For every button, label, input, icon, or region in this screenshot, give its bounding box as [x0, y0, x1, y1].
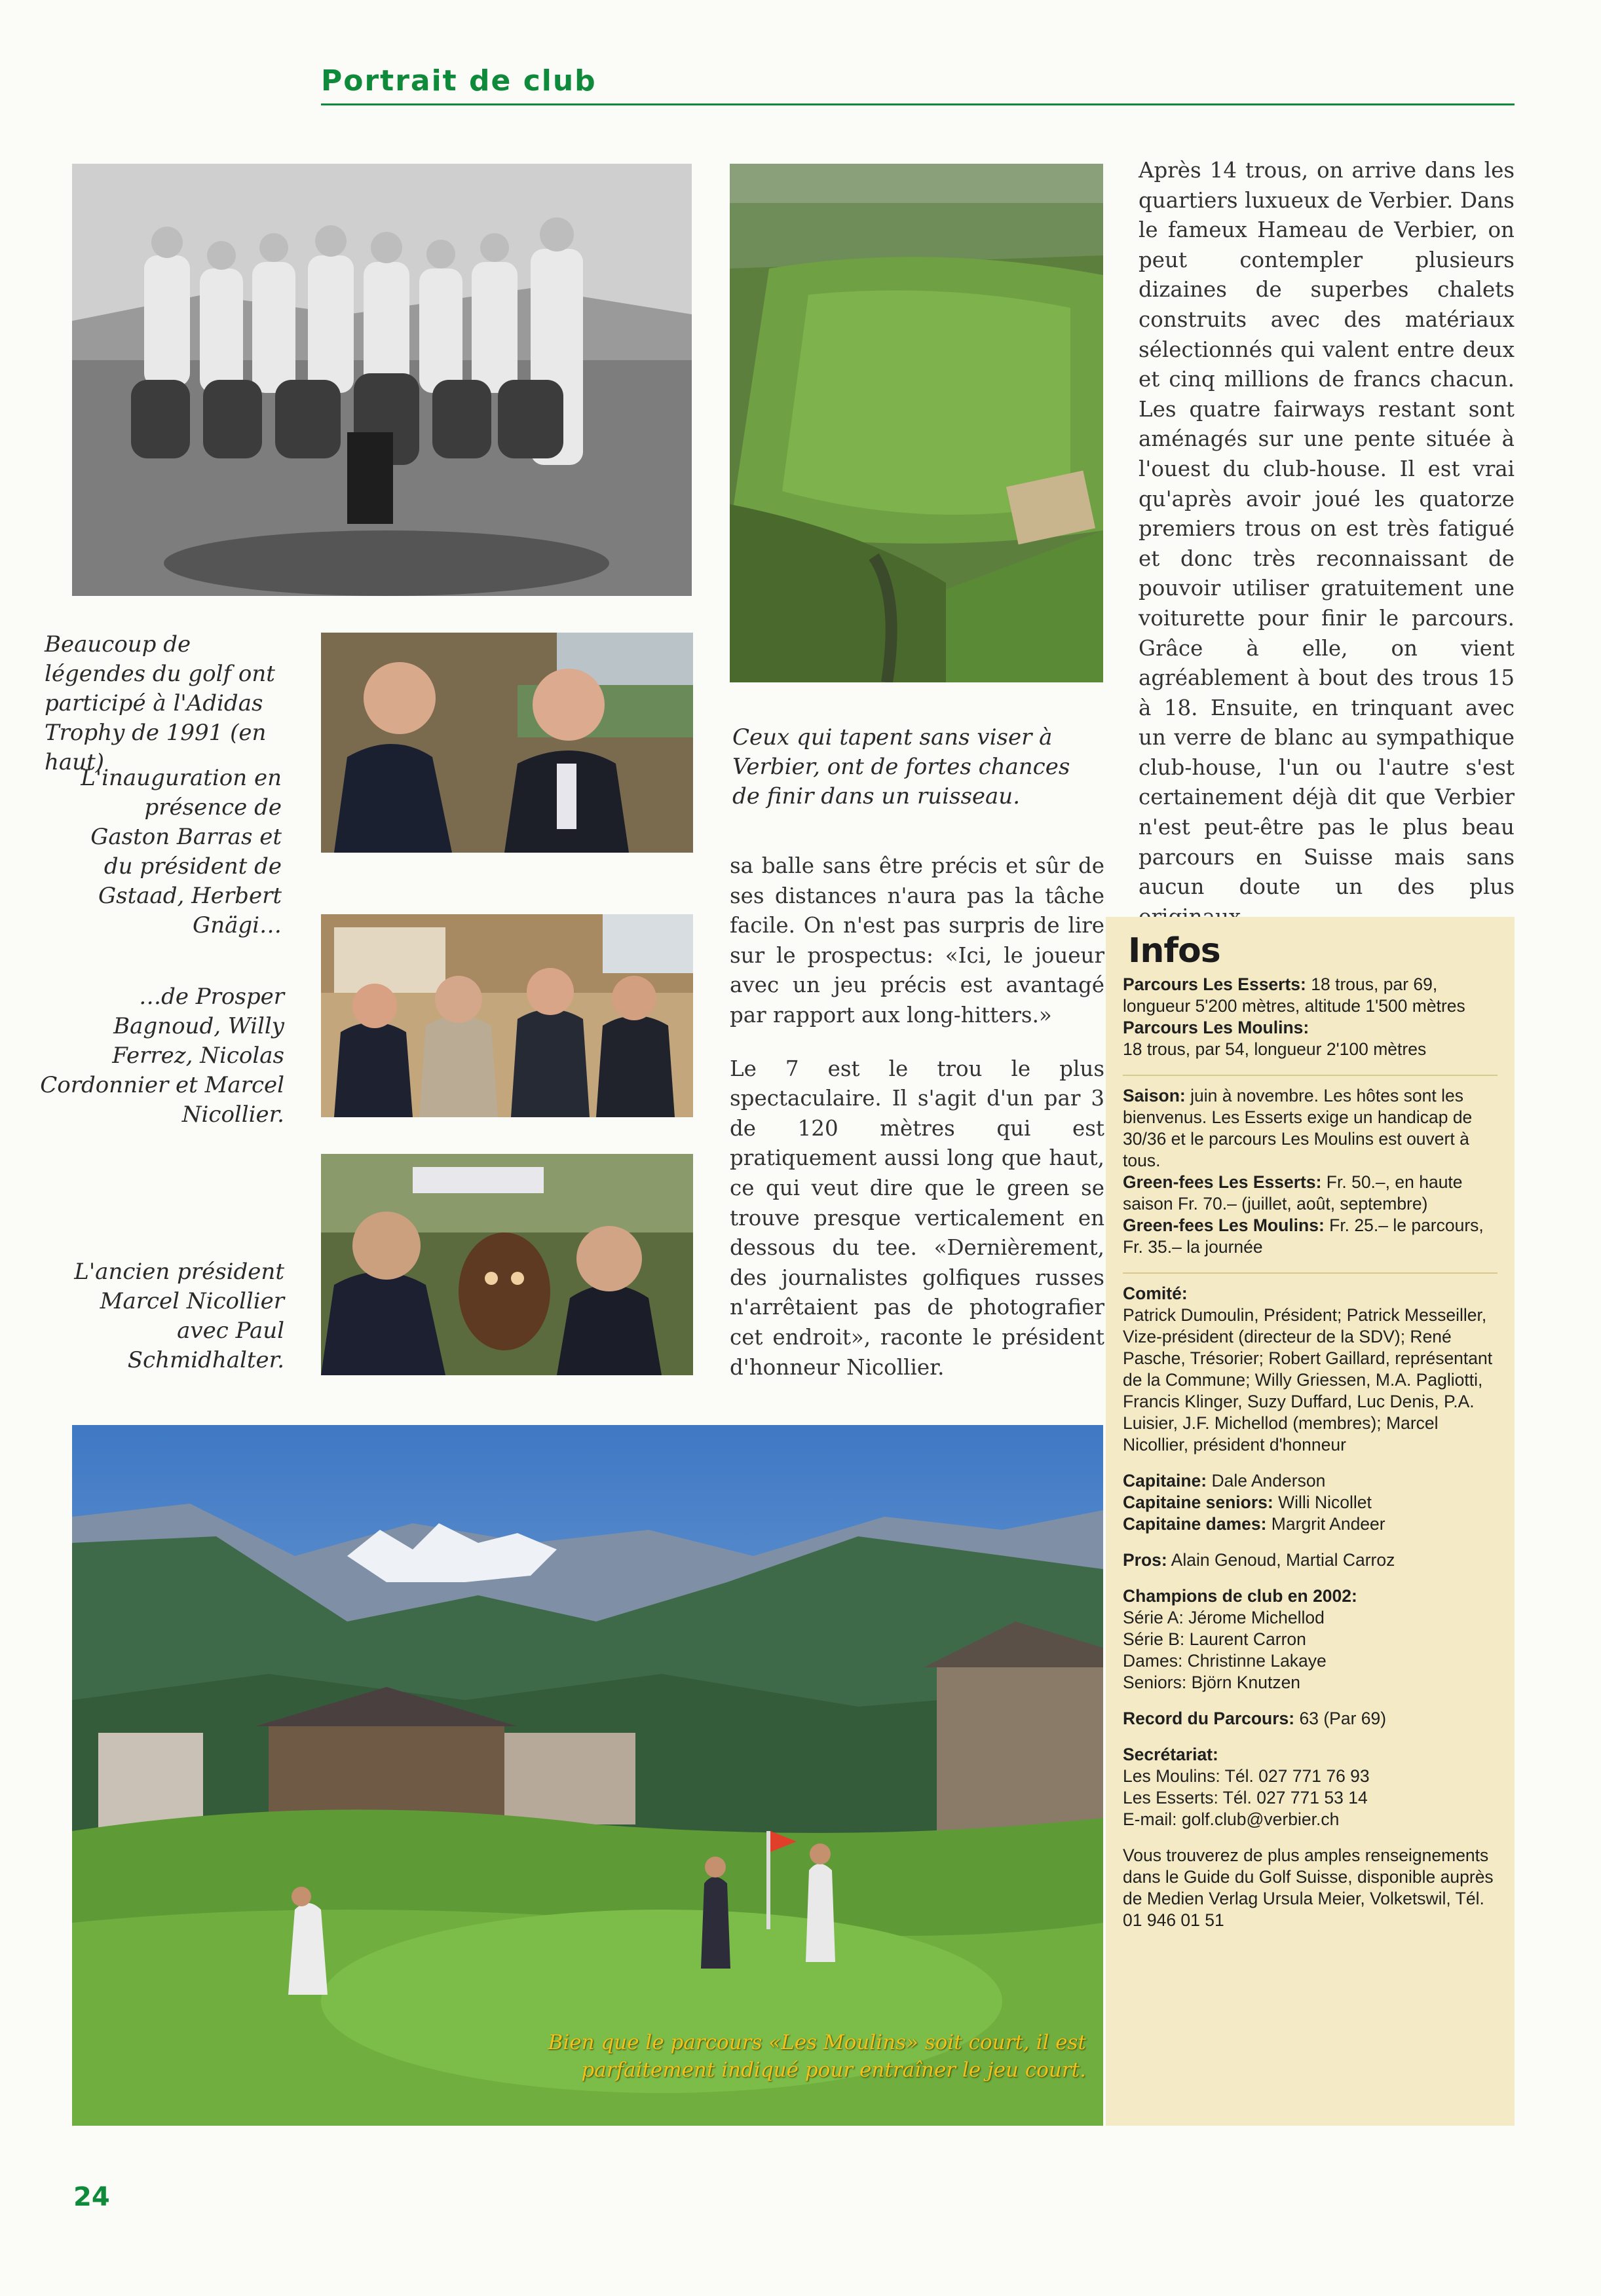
infos-divider: [1123, 1075, 1497, 1076]
infos-record: [1123, 1708, 1497, 1730]
header-rule: [321, 103, 1515, 105]
caption-inauguration-text: L'inauguration en présence de Gaston Barras et du président de Gstaad, Herbert Gnägi…: [81, 765, 282, 938]
infos-label: Parcours Les Moulins:: [1123, 1018, 1309, 1037]
article-paragraph: Après 14 trous, on arrive dans les quartiers luxueux de Verbier. Dans le fameux Hameau de Verbier, on peut contempler plusieurs dizaines de superbes chalets construits avec des matériaux sélectionnés qui valent entre deux et cinq millions de francs chacun. Les quatre fairways restant sont aménagés sur une pente située à l'ouest du club-house. Il est vrai qu'après avoir joué les quatorze premiers trous on est très fatigué et donc très reconnaissant de pouvoir utiliser gratuitement une voiturette pour finir le parcours. Grâce à elle, on vient agréablement à bout des trous 15 à 18. Ensuite, en trinquant avec un verre de blanc au sympathique club-house, l'un ou l'autre s'est certainement déjà dit que Verbier n'est peut-être pas le plus beau parcours en Suisse mais sans aucun doute un des plus: [1139, 158, 1515, 900]
caption-adidas-trophy: [45, 630, 293, 777]
infos-champions: [1123, 1585, 1497, 1694]
landscape-photo: [72, 1425, 1103, 2126]
caption-ancien-president: [72, 1257, 284, 1375]
caption-adidas-text: Beaucoup de légendes du golf ont participé à l'Adidas Trophy de 1991 (en haut): [45, 631, 275, 775]
infos-more: [1123, 1845, 1497, 1931]
caption-ruisseau: [732, 723, 1080, 811]
infos-label: Champions de club en 2002:: [1123, 1586, 1357, 1606]
infos-text: 18 trous, par 54, longueur 2'100 mètres: [1123, 1039, 1427, 1059]
infos-text: Dale Anderson: [1207, 1471, 1326, 1491]
infos-line: Seniors: Björn Knutzen: [1123, 1673, 1301, 1692]
infos-line: Les Esserts: Tél. 027 771 53 14: [1123, 1788, 1368, 1807]
infos-label: Comité:: [1123, 1284, 1188, 1303]
page-number: 24: [73, 2182, 110, 2212]
caption-prosper: [33, 982, 284, 1130]
infos-label: Pros:: [1123, 1550, 1167, 1570]
infos-line: Série A: Jérome Michellod: [1123, 1608, 1325, 1627]
infos-text: juin à novembre. Les hôtes sont les bienvenus. Les Esserts exige un handicap de 30/36 et le parcours Les Moulins est ouvert à tous.: [1123, 1086, 1473, 1170]
infos-label: Saison:: [1123, 1086, 1186, 1105]
infos-text: 18 trous, par 69, longueur 5'200 mètres, altitude 1'500 mètres: [1123, 974, 1465, 1016]
infos-text: 63 (Par 69): [1294, 1709, 1387, 1728]
infos-email[interactable]: E-mail: golf.club@verbier.ch: [1123, 1809, 1340, 1829]
infos-label: Parcours Les Esserts:: [1123, 974, 1306, 994]
caption-ancien-text: L'ancien président Marcel Nicollier avec Paul Schmidhalter.: [74, 1259, 284, 1373]
infos-line: Dames: Christinne Lakaye: [1123, 1651, 1327, 1671]
infos-box: [1106, 917, 1515, 2126]
infos-pros: [1123, 1549, 1497, 1571]
infos-label: Green-fees Les Moulins:: [1123, 1215, 1325, 1235]
infos-line: Série B: Laurent Carron: [1123, 1629, 1306, 1649]
infos-label: Record du Parcours:: [1123, 1709, 1295, 1728]
caption-ruisseau-text: Ceux qui tapent sans viser à Verbier, ont de fortes chances de finir dans un ruisseau.: [732, 724, 1070, 809]
infos-label: Capitaine seniors:: [1123, 1492, 1273, 1512]
infos-text: Fr. 50.–, en haute saison Fr. 70.– (juillet, août, septembre): [1123, 1172, 1463, 1213]
infos-label: Green-fees Les Esserts:: [1123, 1172, 1322, 1192]
caption-prosper-text: …de Prosper Bagnoud, Willy Ferrez, Nicolas Cordonnier et Marcel Nicollier.: [40, 984, 284, 1128]
infos-text: Alain Genoud, Martial Carroz: [1167, 1550, 1395, 1570]
fairway-photo: [730, 164, 1103, 682]
caption-les-moulins: Bien que le parcours «Les Moulins» soit court, il est parfaitement indiqué pour entraîner le jeu court.: [548, 2031, 1086, 2082]
section-title: Portrait de club: [321, 64, 597, 98]
infos-text: Vous trouverez de plus amples renseignements dans le Guide du Golf Suisse, disponible auprès de Medien Verlag Ursula Meier, Volketswil, Tél. 01 946 01 51: [1123, 1845, 1494, 1930]
infos-label: Capitaine:: [1123, 1471, 1207, 1491]
infos-text: Willi Nicollet: [1273, 1492, 1372, 1512]
article-paragraph: Le 7 est le trou le plus spectaculaire. Il s'agit d'un par 3 de 120 mètres qui est pratiquement aussi long que haut, ce qui veut dire que le green se trouve presque verticalement en dessous du tee. «Dernièrement, des journalistes golfiques russes n'arrêtaient pas de photografier cet endroit», raconte le président d'honneur Nicollier.: [730, 1056, 1104, 1380]
infos-text: Fr. 25.– le parcours, Fr. 35.– la journée: [1123, 1215, 1484, 1257]
infos-saison: [1123, 1085, 1497, 1258]
inauguration-photo: [321, 633, 693, 853]
infos-capitaines: [1123, 1470, 1497, 1535]
infos-line: Les Moulins: Tél. 027 771 76 93: [1123, 1766, 1370, 1786]
infos-secretariat: [1123, 1744, 1497, 1830]
nicollier-photo: [321, 1154, 693, 1375]
infos-text: Patrick Dumoulin, Président; Patrick Messeiller, Vize-président (directeur de la SDV); René Pasche, Trésorier; Robert Gaillard, représentant de la Commune; Willy Griessen, M.A. Pagliotti, Francis Klinger, Suzy Duffard, Luc Denis, P.A. Luisier, J.F. Michellod (membres); Marcel Nicollier, président d'honneur: [1123, 1305, 1493, 1454]
infos-title: Infos: [1128, 931, 1220, 971]
article-middle-column: [730, 851, 1104, 1406]
infos-parcours: [1123, 974, 1497, 1060]
infos-label: Capitaine dames:: [1123, 1514, 1267, 1534]
infos-divider: [1123, 1272, 1497, 1274]
infos-comite: [1123, 1283, 1497, 1456]
article-paragraph: sa balle sans être précis et sûr de ses distances n'aura pas la tâche facile. On n'est pas surpris de lire sur le prospectus: «Ici, le joueur avec un jeu précis est avantagé par rapport aux long-hitters.»: [730, 853, 1104, 1028]
infos-text: Margrit Andeer: [1266, 1514, 1385, 1534]
group-four-photo: [321, 914, 693, 1117]
group-photo: [72, 164, 692, 596]
infos-label: Secrétariat:: [1123, 1745, 1218, 1764]
caption-inauguration: [72, 764, 282, 940]
article-right-column: [1139, 156, 1515, 955]
